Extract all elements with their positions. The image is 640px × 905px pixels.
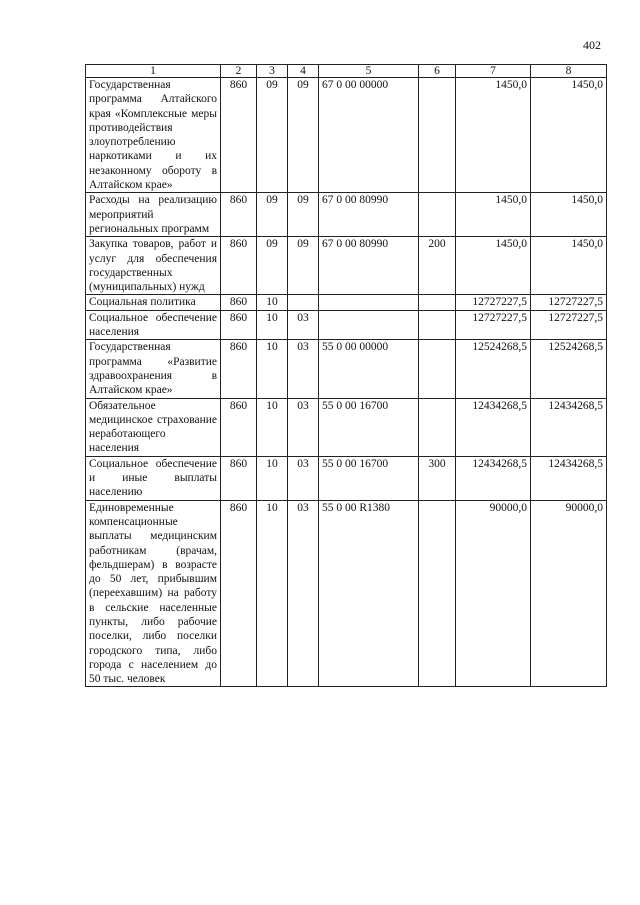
amount-col8: 12727227,5 <box>531 295 607 310</box>
amount-col7: 12524268,5 <box>456 340 531 398</box>
page-number: 402 <box>583 38 601 52</box>
amount-col8: 90000,0 <box>531 500 607 687</box>
ministry-code: 860 <box>221 193 257 237</box>
expense-type-code <box>419 310 456 340</box>
ministry-code: 860 <box>221 310 257 340</box>
amount-col8: 12727227,5 <box>531 310 607 340</box>
amount-col7: 1450,0 <box>456 237 531 295</box>
row-name: Закупка товаров, работ и услуг для обеспечения государственных (муниципальных) нужд <box>86 237 221 295</box>
section-code: 10 <box>257 398 288 456</box>
target-article-code: 67 0 00 00000 <box>319 78 419 193</box>
expense-type-code <box>419 295 456 310</box>
table-row <box>86 398 607 456</box>
section-code: 10 <box>257 310 288 340</box>
amount-col8: 12434268,5 <box>531 398 607 456</box>
ministry-code: 860 <box>221 456 257 500</box>
amount-col8: 1450,0 <box>531 237 607 295</box>
target-article-code: 67 0 00 80990 <box>319 193 419 237</box>
amount-col7: 1450,0 <box>456 193 531 237</box>
amount-col7: 90000,0 <box>456 500 531 687</box>
row-name: Социальное обеспечение и иные выплаты населению <box>86 456 221 500</box>
target-article-code: 55 0 00 R1380 <box>319 500 419 687</box>
amount-col7: 12434268,5 <box>456 456 531 500</box>
expense-type-code <box>419 193 456 237</box>
header-cell: 7 <box>456 65 531 78</box>
expense-type-code: 300 <box>419 456 456 500</box>
table-row <box>86 500 607 687</box>
row-name: Социальное обеспечение населения <box>86 310 221 340</box>
expense-type-code <box>419 340 456 398</box>
header-cell: 5 <box>319 65 419 78</box>
header-cell: 8 <box>531 65 607 78</box>
ministry-code: 860 <box>221 78 257 193</box>
amount-col8: 12524268,5 <box>531 340 607 398</box>
ministry-code: 860 <box>221 340 257 398</box>
expense-type-code <box>419 398 456 456</box>
expense-type-code: 200 <box>419 237 456 295</box>
section-code: 10 <box>257 456 288 500</box>
amount-col8: 1450,0 <box>531 193 607 237</box>
table-row <box>86 78 607 193</box>
table-row <box>86 340 607 398</box>
table-row <box>86 456 607 500</box>
budget-table <box>85 64 607 687</box>
section-code: 10 <box>257 340 288 398</box>
table-row <box>86 295 607 310</box>
header-cell: 4 <box>288 65 319 78</box>
table-row <box>86 237 607 295</box>
expense-type-code <box>419 78 456 193</box>
subsection-code: 03 <box>288 500 319 687</box>
header-row <box>86 65 607 78</box>
header-cell: 1 <box>86 65 221 78</box>
header-cell: 3 <box>257 65 288 78</box>
header-cell: 6 <box>419 65 456 78</box>
amount-col7: 12434268,5 <box>456 398 531 456</box>
target-article-code: 55 0 00 16700 <box>319 456 419 500</box>
target-article-code <box>319 310 419 340</box>
subsection-code: 09 <box>288 78 319 193</box>
target-article-code <box>319 295 419 310</box>
ministry-code: 860 <box>221 295 257 310</box>
amount-col8: 1450,0 <box>531 78 607 193</box>
header-cell: 2 <box>221 65 257 78</box>
section-code: 10 <box>257 295 288 310</box>
section-code: 09 <box>257 78 288 193</box>
subsection-code <box>288 295 319 310</box>
subsection-code: 09 <box>288 193 319 237</box>
table-row <box>86 310 607 340</box>
amount-col7: 12727227,5 <box>456 310 531 340</box>
ministry-code: 860 <box>221 500 257 687</box>
subsection-code: 09 <box>288 237 319 295</box>
ministry-code: 860 <box>221 398 257 456</box>
row-name: Расходы на реализацию мероприятий региональных программ <box>86 193 221 237</box>
target-article-code: 55 0 00 00000 <box>319 340 419 398</box>
section-code: 10 <box>257 500 288 687</box>
expense-type-code <box>419 500 456 687</box>
row-name: Государственная программа «Развитие здравоохранения в Алтайском крае» <box>86 340 221 398</box>
target-article-code: 55 0 00 16700 <box>319 398 419 456</box>
subsection-code: 03 <box>288 456 319 500</box>
row-name: Социальная политика <box>86 295 221 310</box>
row-name: Единовременные компенсационные выплаты медицинским работникам (врачам, фельдшерам) в возрасте до 50 лет, прибывшим (переехавшим) на работу в сельские населенные пункты, либо рабочие поселки, либо поселки городского типа, либо города с населением до 50 тыс. человек <box>86 500 221 687</box>
target-article-code: 67 0 00 80990 <box>319 237 419 295</box>
subsection-code: 03 <box>288 340 319 398</box>
section-code: 09 <box>257 237 288 295</box>
subsection-code: 03 <box>288 310 319 340</box>
section-code: 09 <box>257 193 288 237</box>
amount-col8: 12434268,5 <box>531 456 607 500</box>
row-name: Обязательное медицинское страхование неработающего населения <box>86 398 221 456</box>
amount-col7: 12727227,5 <box>456 295 531 310</box>
ministry-code: 860 <box>221 237 257 295</box>
subsection-code: 03 <box>288 398 319 456</box>
row-name: Государственная программа Алтайского края «Комплексные меры противодействия злоупотреблению наркотиками и их незаконному обороту в Алтайском крае» <box>86 78 221 193</box>
table-row <box>86 193 607 237</box>
amount-col7: 1450,0 <box>456 78 531 193</box>
